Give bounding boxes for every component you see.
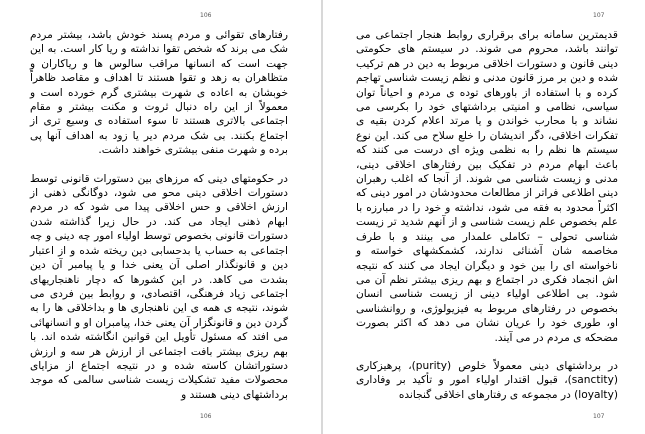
- left-page-text: [30, 28, 288, 402]
- right-paragraph-1: قدیمترین سامانه برای برقراری روابط هنجار اجتماعی می توانند باشد، محروم می شوند. در سیستم های حکومتی دینی قانون و دستورات اخلاقی مربوط به دین در هم ترکیب شده و دین بر مرز قانون مدنی و نظم زیست شناسی تهاجم کرده و با استفاده از باورهای توده ی مردم و احیاناً توان سیاسی، نظامی و امنیتی برداشتهای خود را بکرسی می نشاند و با محارب خواندن و یا مرتد اعلام کردن بقیه ی تفکرات اخلاقی، دگر اندیشان را خلع سلاح می کند. این نوع سیستم ها نظم را به نظمی ویژه ای درست می کنند که باعث ابهام مردم در تفکیک بین رفتارهای اخلاقی دینی، مدنی و زیست شناسی می شوند. از آنجا که اغلب رهبران دینی اطلاعی فراتر از مطالعات محدودشان در امور دینی که اکثراً محدود به فقه می شود، نداشته و خود را در مبارزه با علم بخصوص علم زیست شناسی و از آنهم شدید تر زیست شناسی تحولی – تکاملی علمدار می بینند و با طرف مخاصمه شان آشنائی ندارند، کشمکشهای خواسته و ناخواسته ای را بین خود و دیگران ایجاد می کنند که نتیجه اش انجماد فکری در اجتماع و بهم ریزی بیشتر نظم آن می شود. بی اطلاعی اولیاء دینی از زیست شناسی انسان بخصوص در رفتارهای مربوط به فیزیولوژی، و روانشناسی او، طوری خود را عریان نشان می دهد که اکثر بصورت مضحکه ی مردم در می آیند.: [356, 29, 618, 344]
- right-page-number-bottom: 107: [593, 413, 605, 420]
- left-page-number-bottom: 106: [200, 413, 212, 420]
- right-page: [323, 0, 645, 434]
- left-paragraph-2: در حکومتهای دینی که مرزهای بین دستورات قانونی توسط دستورات اخلاقی دینی محو می شود، دوگانگی ذهنی از ارزش اخلاقی و حس اخلاقی پیدا می شود که در مردم ابهام ذهنی ایجاد می کند. در حال زیرا گذاشته شدن دستورات قانونی بخصوص توسط اولیاء امور چه دینی و چه اجتماعی به حساب یا بدحسابی دین ریخته شده و از اعتبار دین و قانونگذار اصلی آن یعنی خدا و یا پیامبر آن دین بشدت می کاهد. در این کشورها که دچار ناهنجاریهای اجتماعی زیاد فرهنگی، اقتصادی، و روابط بین فردی می شوند، نتیجه ی همه ی این ناهنجاری ها و بداخلاقی ها را به گردن دین و قانونگزار آن یعنی خدا، پیامبران او و انسانهائی می افتد که مسئول تأویل این قوانین انگاشته شده اند. با بهم ریزی بیشتر بافت اجتماعی از ارزش هر سه و ارزش دستوراتشان کاسته شده و در نتیجه اجتماع از مزایای محصولات مفید تشکیلات زیست شناسی سالمی که موجد برداشتهای دینی هستند و: [30, 172, 288, 401]
- left-page-number-top: 106: [200, 12, 212, 19]
- right-page-text: [356, 28, 618, 402]
- right-paragraph-2: در برداشتهای دینی معمولاً خلوص (purity)، پرهیزکاری (sanctity)، قبول اقتدار اولیاء امور و تأکید بر وفاداری (loyalty) در مجموعه ی رفتارهای اخلاقی گنجانده: [356, 359, 618, 401]
- left-paragraph-1: رفتارهای تقوائی و مردم پسند خودش باشد، بیشتر مردم شک می برند که شخص تقوا نداشته و ریا کار است. به این جهت است که انسانها مراقب سالوس ها و ریاکاران و متظاهران به زهد و تقوا هستند تا اهداف و مقاصد ظاهراً خوبشان به اعاده ی شهرت بیشتری گرم خورده است و معمولاً از این راه دنبال ثروت و مکنت بیشتر و مقام اجتماعی بالاتری هستند تا سوء استفاده ی وسیع تری از اجتماع بکنند. بی شک مردم دیر یا زود به اهداف آنها پی برده و شهرت منفی بیشتری خواهند داشت.: [30, 29, 288, 157]
- right-page-number-top: 107: [593, 12, 605, 19]
- left-page: [0, 0, 322, 434]
